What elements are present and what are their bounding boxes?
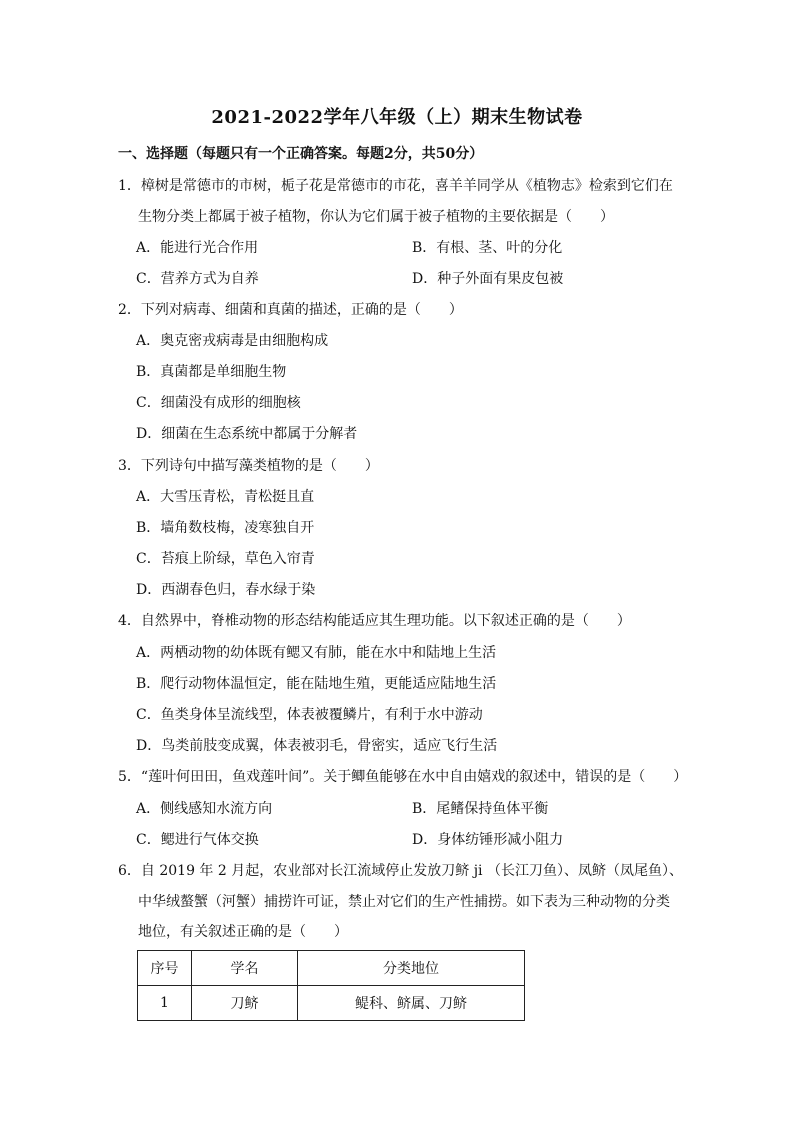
table-header-row (138, 951, 525, 986)
question-4-option-b: B．爬行动物体温恒定，能在陆地生殖，更能适应陆地生活 (136, 676, 497, 692)
classification-table (137, 950, 525, 1021)
table-header-cell: 分类地位 (298, 951, 525, 986)
table-cell: 1 (138, 986, 192, 1021)
question-3-option-d: D．西湖春色归，春水绿于染 (136, 582, 316, 598)
question-4-option-d: D．鸟类前肢变成翼，体表被羽毛，骨密实，适应飞行生活 (136, 738, 498, 754)
question-3-option-a: A．大雪压青松，青松挺且直 (136, 489, 315, 505)
table-cell: 刀鲚 (192, 986, 298, 1021)
exam-title: 2021-2022学年八年级（上）期末生物试卷 (211, 107, 583, 128)
question-3-option-b: B．墙角数枝梅，凌寒独自开 (136, 520, 315, 536)
question-3-stem: 3．下列诗句中描写藻类植物的是（ ） (118, 458, 379, 474)
question-1-option-b: B．有根、茎、叶的分化 (412, 240, 563, 256)
question-4-option-c: C．鱼类身体呈流线型，体表被覆鳞片，有利于水中游动 (136, 707, 483, 723)
question-2-option-d: D．细菌在生态系统中都属于分解者 (136, 426, 358, 442)
question-1-stem-line-2: 生物分类上都属于被子植物，你认为它们属于被子植物的主要依据是（ ） (138, 209, 614, 225)
question-2-option-a: A．奥克密戎病毒是由细胞构成 (136, 333, 329, 349)
table-header-cell: 序号 (138, 951, 192, 986)
section-heading-choice: 一、选择题（每题只有一个正确答案。每题2分，共50分） (118, 146, 484, 162)
question-4-stem: 4．自然界中，脊椎动物的形态结构能适应其生理功能。以下叙述正确的是（ ） (118, 613, 631, 629)
question-5-option-c: C．鳃进行气体交换 (136, 832, 259, 848)
question-6-stem-line-3: 地位，有关叙述正确的是（ ） (138, 924, 348, 940)
table-row (138, 986, 525, 1021)
question-1-option-c: C．营养方式为自养 (136, 271, 259, 287)
question-5-option-a: A．侧线感知水流方向 (136, 801, 273, 817)
question-1-option-a: A．能进行光合作用 (136, 240, 259, 256)
question-1-option-d: D．种子外面有果皮包被 (412, 271, 564, 287)
question-4-option-a: A．两栖动物的幼体既有鳃又有肺，能在水中和陆地上生活 (136, 645, 497, 661)
question-2-stem: 2．下列对病毒、细菌和真菌的描述，正确的是（ ） (118, 302, 463, 318)
question-2-option-b: B．真菌都是单细胞生物 (136, 364, 287, 380)
question-1-stem-line-1: 1．樟树是常德市的市树，栀子花是常德市的市花，喜羊羊同学从《植物志》检索到它们在 (118, 178, 673, 194)
question-6-stem-line-1: 6．自 2019 年 2 月起，农业部对长江流域停止发放刀鲚 ji （长江刀鱼）、凤鲚（凤尾鱼）、 (118, 863, 683, 879)
table-cell: 鳀科、鲚属、刀鲚 (298, 986, 525, 1021)
question-2-option-c: C．细菌没有成形的细胞核 (136, 395, 301, 411)
question-5-option-d: D．身体纺锤形减小阻力 (412, 832, 564, 848)
question-5-option-b: B．尾鳍保持鱼体平衡 (412, 801, 549, 817)
question-3-option-c: C．苔痕上阶绿，草色入帘青 (136, 551, 315, 567)
question-5-stem: 5．“莲叶何田田，鱼戏莲叶间”。关于鲫鱼能够在水中自由嬉戏的叙述中，错误的是（ ） (118, 769, 688, 785)
table-header-cell: 学名 (192, 951, 298, 986)
question-6-stem-line-2: 中华绒螯蟹（河蟹）捕捞许可证，禁止对它们的生产性捕捞。如下表为三种动物的分类 (138, 894, 670, 910)
